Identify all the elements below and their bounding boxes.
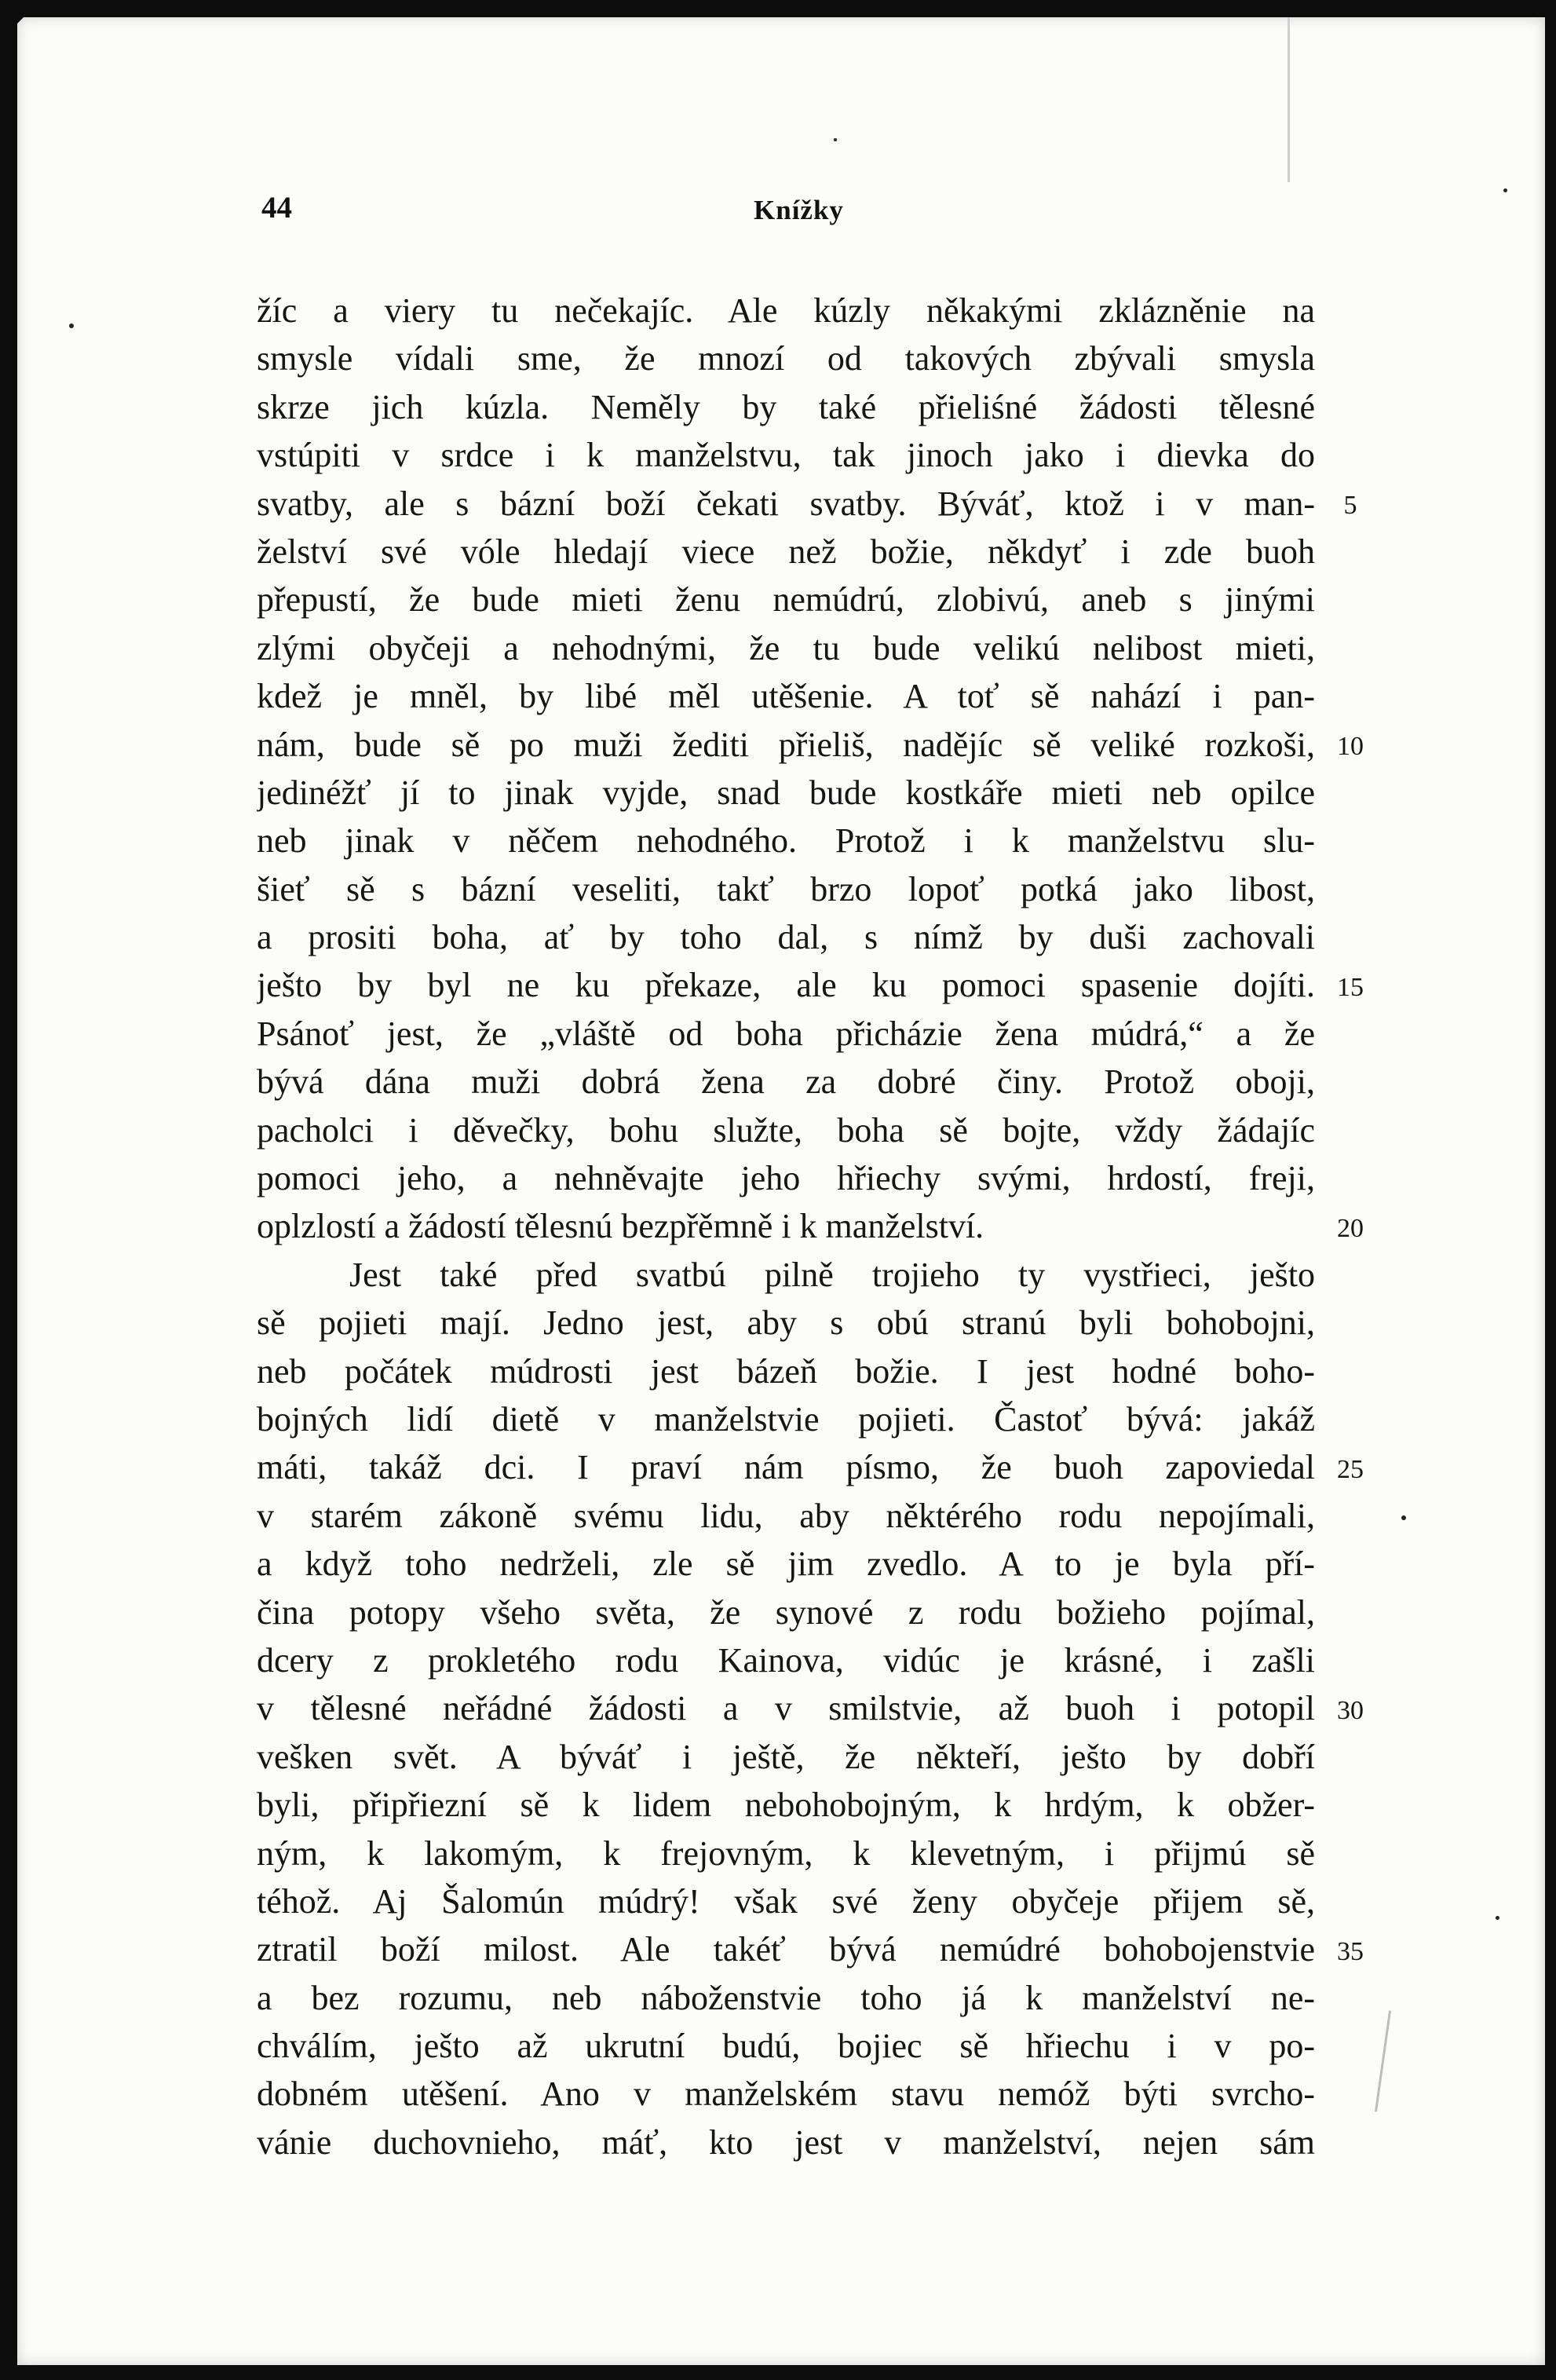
text-line: bojných lidí dietě v manželstvie pojieti. Častoť bývá: jakáž	[257, 1399, 1315, 1439]
dust-speck	[1401, 1515, 1406, 1520]
text-line: a když toho nedrželi, zle sě jim zvedlo. A to je byla pří-	[257, 1545, 1315, 1584]
text-line: dobném utěšení. Ano v manželském stavu nemóž býti svrcho-	[257, 2075, 1315, 2114]
text-line: téhož. Aj Šalomún múdrý! však své ženy obyčeje přijem sě,	[257, 1881, 1315, 1921]
text-line: zlými obyčeji a nehodnými, že tu bude velikú nelibost mieti,	[257, 628, 1315, 667]
text-line: čina potopy všeho světa, že synové z rodu božieho pojímal,	[257, 1592, 1315, 1632]
text-line: vešken svět. A býváť i ještě, že někteří, ješto by dobří	[257, 1737, 1315, 1776]
text-line: Psánoť jest, že „vláště od boha přicházie žena múdrá,“ a že	[257, 1014, 1315, 1053]
text-line: ješto by byl ne ku překaze, ale ku pomoci spasenie dojíti.	[257, 966, 1315, 1005]
text-line: neb počátek múdrosti jest bázeň božie. I jest hodné boho-	[257, 1351, 1315, 1391]
text-line: pomoci jeho, a nehněvajte jeho hřiechy svými, hrdostí, freji,	[257, 1159, 1315, 1198]
text-line: želství své vóle hledají viece než božie, někdyť i zde buoh	[257, 532, 1315, 571]
text-line: oplzlostí a žádostí tělesnú bezpřěmně i k manželství.	[257, 1207, 984, 1246]
text-line: Jest také před svatbú pilně trojieho ty vystřieci, ješto	[349, 1255, 1315, 1294]
page-number: 44	[261, 191, 292, 225]
torn-corner	[0, 0, 41, 41]
text-line: jedinéžť jí to jinak vyjde, snad bude kostkáře mieti neb opilce	[257, 773, 1315, 812]
text-line: nám, bude sě po muži žediti přieliš, nadějíc sě veliké rozkoši,	[257, 725, 1315, 764]
dust-speck	[1496, 1916, 1499, 1920]
text-line: vstúpiti v srdce i k manželstvu, tak jinoch jako i dievka do	[257, 436, 1315, 475]
text-line: bývá dána muži dobrá žena za dobré činy. Protož oboji,	[257, 1062, 1315, 1102]
text-line: dcery z prokletého rodu Kainova, vidúc je krásné, i zašli	[257, 1640, 1315, 1680]
text-line: ztratil boží milost. Ale takéť bývá nemúdré bohobojenstvie	[257, 1930, 1315, 1969]
text-line: přepustí, že bude mieti ženu nemúdrú, zlobivú, aneb s jinými	[257, 580, 1315, 620]
text-line: svatby, ale s bázní boží čekati svatby. Býváť, ktož i v man-	[257, 484, 1315, 523]
text-line: šieť sě s bázní veseliti, takť brzo lopoť potká jako libost,	[257, 869, 1315, 908]
line-number-15: 15	[1337, 973, 1364, 1002]
line-number-20: 20	[1337, 1214, 1364, 1243]
text-line: chválím, ješto až ukrutní budú, bojiec sě hřiechu i v po-	[257, 2027, 1315, 2066]
text-line: sě pojieti mají. Jedno jest, aby s obú stranú byli bohobojni,	[257, 1303, 1315, 1343]
text-line: máti, takáž dci. I praví nám písmo, že buoh zapoviedal	[257, 1448, 1315, 1487]
running-title: Knížky	[754, 195, 844, 225]
text-line: smysle vídali sme, že mnozí od takových zbývali smysla	[257, 339, 1315, 378]
line-number-5: 5	[1343, 491, 1357, 520]
text-line: žíc a viery tu nečekajíc. Ale kúzly někakými zklázněnie na	[257, 291, 1315, 330]
text-line: ným, k lakomým, k frejovným, k klevetným, i přijmú sě	[257, 1833, 1315, 1873]
text-line: vánie duchovnieho, máť, kto jest v manželství, nejen sám	[257, 2122, 1315, 2162]
dust-speck	[69, 324, 74, 328]
text-line: a prositi boha, ať by toho dal, s nímž by duši zachovali	[257, 918, 1315, 957]
text-line: a bez rozumu, neb náboženstvie toho já k manželství ne-	[257, 1978, 1315, 2017]
text-line: v starém zákoně svému lidu, aby něktérého rodu nepojímali,	[257, 1496, 1315, 1535]
text-line: v tělesné neřádné žádosti a v smilstvie, až buoh i potopil	[257, 1689, 1315, 1728]
dust-speck	[1503, 188, 1507, 192]
line-number-10: 10	[1337, 732, 1364, 761]
text-line: byli, připřiezní sě k lidem nebohobojným, k hrdým, k obžer-	[257, 1786, 1315, 1825]
text-line: neb jinak v něčem nehodného. Protož i k manželstvu slu-	[257, 821, 1315, 861]
text-line: skrze jich kúzla. Neměly by také přieliśné žádosti tělesné	[257, 387, 1315, 426]
line-number-25: 25	[1337, 1455, 1364, 1484]
fold-mark	[1288, 17, 1290, 182]
line-number-30: 30	[1337, 1696, 1364, 1725]
dust-speck	[834, 138, 837, 141]
line-number-35: 35	[1337, 1937, 1364, 1966]
body-text	[257, 287, 1315, 2166]
text-line: kdež je mněl, by libé měl utěšenie. A toť sě nahází i pan-	[257, 677, 1315, 716]
text-line: pacholci i děvečky, bohu služte, boha sě bojte, vždy žádajíc	[257, 1110, 1315, 1150]
